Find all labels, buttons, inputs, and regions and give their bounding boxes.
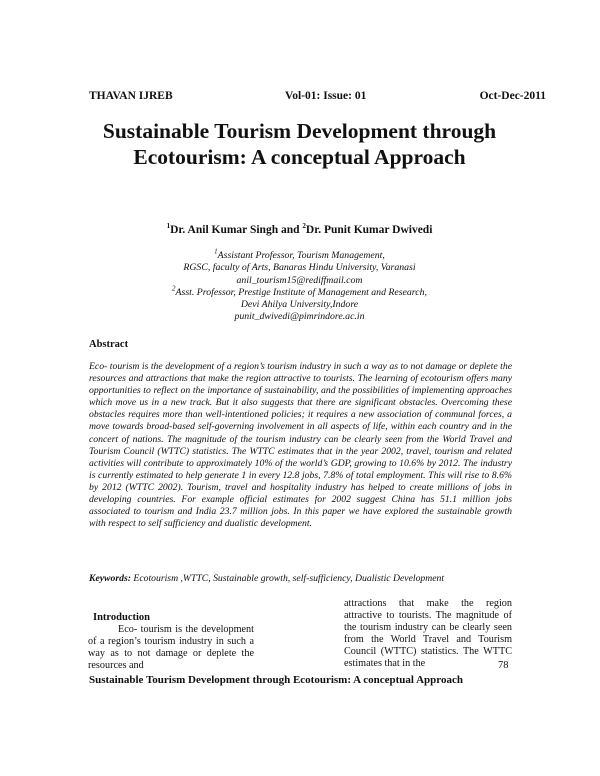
aff2-sup: 2 (172, 284, 176, 293)
aff1-email: anil_tourism15@rediffmail.com (236, 274, 363, 286)
keywords-line (89, 573, 512, 584)
aff1-sup: 1 (214, 247, 218, 256)
keywords-text: Ecotourism ,WTTC, Sustainable growth, self-sufficiency, Dualistic Development (130, 573, 445, 584)
abstract-heading: Abstract (89, 339, 129, 350)
volume-issue: Vol-01: Issue: 01 (285, 90, 367, 102)
journal-name: THAVAN IJREB (89, 90, 173, 102)
aff1-line1: $^1$Assistant Professor, Tourism Management, (214, 247, 385, 261)
affiliations (89, 247, 510, 324)
keywords-label: Keywords: (89, 573, 131, 584)
authors-line (89, 224, 510, 236)
aff2-line2: Devi Ahilya University,Indore (240, 299, 359, 311)
author2-sup: 2 (302, 222, 306, 231)
intro-left-column (88, 624, 254, 672)
abstract-body: Eco- tourism is the development of a region’s tourism industry in such a way as to not damage or deplete the resources and attractions that make the region attractive to tourists. The learning of ecotourism offers many opportunities to reflect on the importance of sustainability, and the possibilities of implementing approaches which move us in a new track. But it also suggests that there are significant obstacles. Overcoming these obstacles requires more than well-intentioned policies; it requires a new association of communal forces, a move towards broad-based self-governing involvement in all aspects of life, within each country and in the concert of nations. The magnitude of the tourism industry can be clearly seen from the World Travel and Tourism Council (WTTC) statistics. The WTTC estimates that in the year 2002, travel, tourism and related activities will contribute to approximately 10% of the world’s GDP, growing to 10.6% by 2012. The industry is currently estimated to help generate 1 in every 12.8 jobs, 7.8% of total employment. This will rise to 8.6% by 2012 (WTTC 2002). Tourism, travel and hospitality industry has helped to create millions of jobs in developing countries. For example official estimates for 2002 suggest China has 51.1 million jobs associated to tourism and India 23.7 million jobs. In this paper we have explored the sustainable growth with respect to self sufficiency and dualistic development. (89, 361, 512, 530)
authors-and: and (278, 224, 303, 236)
issue-date: Oct-Dec-2011 (479, 90, 546, 102)
author2-name: Dr. Punit Kumar Dwivedi (305, 224, 433, 236)
author1-sup: 1 (166, 222, 171, 231)
page-number: 78 (498, 660, 509, 671)
introduction-heading: Introduction (93, 612, 150, 623)
aff1-line2: RGSC, faculty of Arts, Banaras Hindu University, Varanasi (183, 262, 416, 274)
author1-name: Dr. Anil Kumar Singh (170, 224, 279, 236)
running-footer: Sustainable Tourism Development through Ecotourism: A conceptual Approach (89, 674, 463, 686)
paper-title: Sustainable Tourism Development through Ecotourism: A conceptual Approach (102, 119, 497, 169)
intro-right-column: attractions that make the region attractive to tourists. The magnitude of the tourism industry can be clearly seen from the World Travel and Tourism Council (WTTC) statistics. The WTTC estimates that in the (344, 598, 512, 670)
intro-left-text: Eco- tourism is the development of a region’s tourism industry in such a way as to not damage or deplete the resources and (88, 624, 254, 672)
aff2-line1: $^2$Asst. Professor, Prestige Institute of Management and Research, (172, 284, 427, 298)
aff2-email: punit_dwivedi@pimrindore.ac.in (234, 311, 365, 323)
